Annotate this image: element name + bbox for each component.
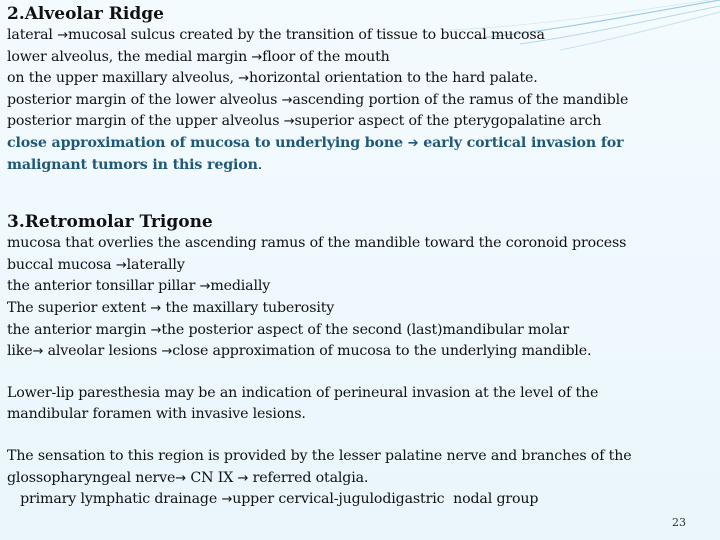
arrow-icon: → bbox=[150, 300, 162, 316]
paragraph-line: primary lymphatic drainage →upper cervical-jugulodigastric nodal group bbox=[7, 491, 539, 508]
paragraph-line: mandibular foramen with invasive lesions. bbox=[7, 406, 306, 423]
arrow-icon: → bbox=[115, 257, 127, 273]
section-title-retromolar-trigone: 3.Retromolar Trigone bbox=[7, 212, 213, 233]
arrow-icon: → bbox=[161, 344, 173, 360]
paragraph-line: The sensation to this region is provided by the lesser palatine nerve and branches of the bbox=[7, 447, 632, 464]
text-line: lower alveolus, the medial margin →floor of the mouth bbox=[7, 48, 390, 65]
arrow-icon: → bbox=[199, 279, 211, 295]
arrow-icon: → bbox=[57, 28, 68, 43]
arrow-icon: → bbox=[175, 470, 187, 486]
text-line: the anterior margin →the posterior aspect of the second (last)mandibular molar bbox=[7, 321, 569, 338]
arrow-icon: → bbox=[283, 114, 295, 130]
arrow-icon: → bbox=[237, 470, 249, 486]
text-line: on the upper maxillary alveolus, →horizontal orientation to the hard palate. bbox=[7, 70, 538, 87]
text-line: The superior extent → the maxillary tuberosity bbox=[7, 299, 335, 316]
paragraph-line: Lower-lip paresthesia may be an indication of perineural invasion at the level of the bbox=[7, 384, 599, 401]
page-number: 23 bbox=[672, 516, 686, 529]
text-line: posterior margin of the lower alveolus →ascending portion of the ramus of the mandible bbox=[7, 91, 629, 108]
arrow-icon: → bbox=[281, 92, 293, 108]
section-title-alveolar-ridge: 2.Alveolar Ridge bbox=[7, 4, 164, 24]
arrow-icon: → bbox=[238, 71, 249, 87]
text-line: lateral →mucosal sulcus created by the transition of tissue to buccal mucosa bbox=[7, 27, 545, 43]
slide-content bbox=[7, 0, 715, 511]
text-line: buccal mucosa →laterally bbox=[7, 256, 185, 273]
arrow-icon: → bbox=[32, 344, 44, 360]
highlight-line: malignant tumors in this region. bbox=[7, 156, 263, 173]
text-line: posterior margin of the upper alveolus →superior aspect of the pterygopalatine arch bbox=[7, 113, 602, 130]
paragraph-line: glossopharyngeal nerve→ CN IX → referred otalgia. bbox=[7, 469, 369, 486]
text-line: mucosa that overlies the ascending ramus of the mandible toward the coronoid process bbox=[7, 235, 627, 252]
bold-arrow-icon: ➔ bbox=[407, 135, 419, 151]
highlight-line: close approximation of mucosa to underlying bone ➔ early cortical invasion for bbox=[7, 134, 624, 151]
arrow-icon: → bbox=[150, 322, 162, 338]
arrow-icon: → bbox=[221, 492, 233, 508]
text-line: like→ alveolar lesions →close approximation of mucosa to the underlying mandible. bbox=[7, 343, 592, 360]
arrow-icon: → bbox=[251, 49, 263, 65]
text-line: the anterior tonsillar pillar →medially bbox=[7, 278, 271, 295]
